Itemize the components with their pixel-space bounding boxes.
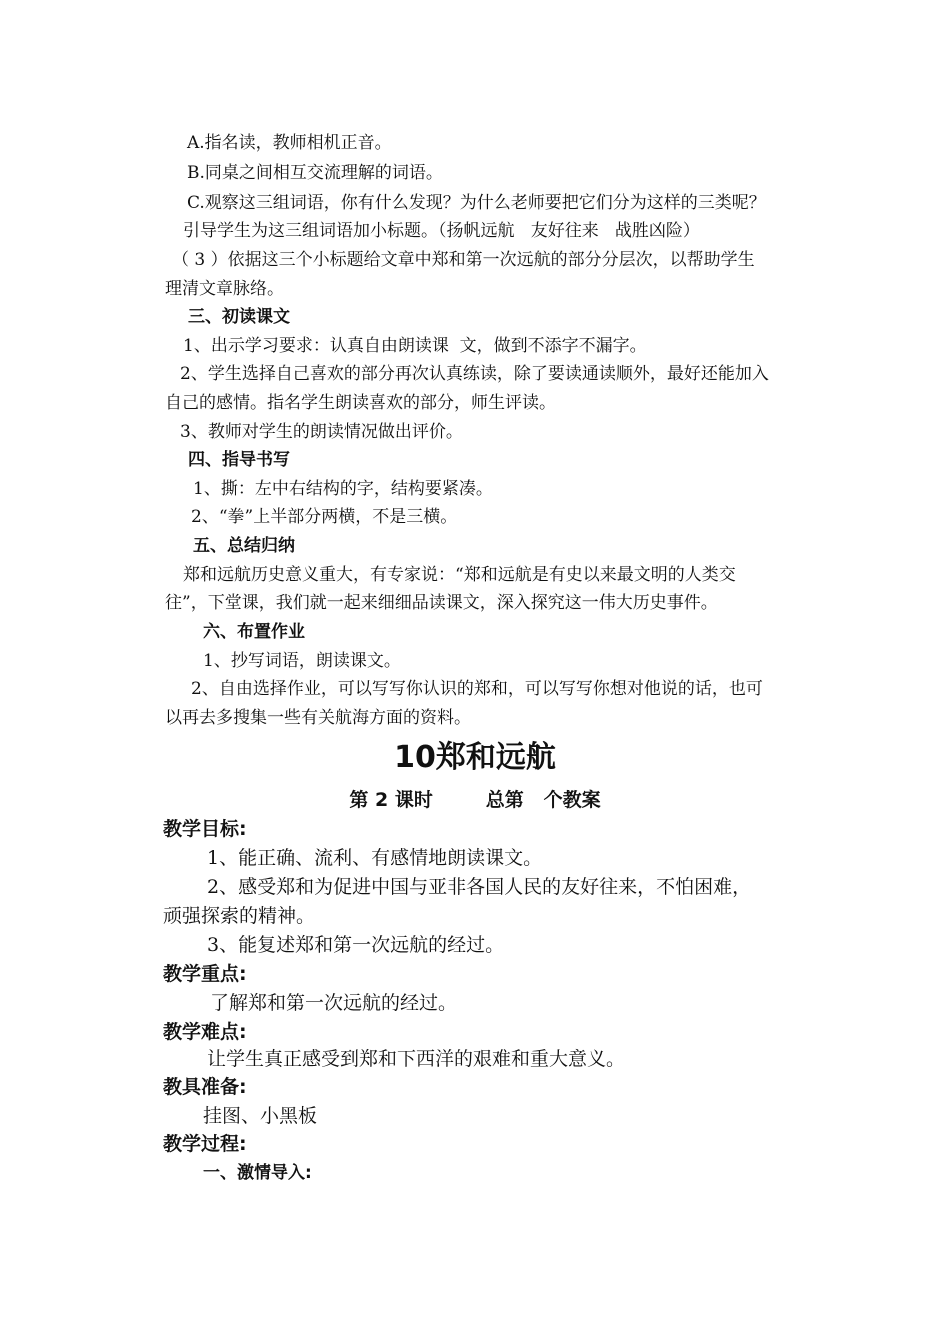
lesson-title: 10郑和远航	[394, 740, 556, 775]
paragraph-line: 理清文章脉络。	[165, 279, 284, 299]
goals-heading: 教学目标:	[163, 818, 247, 840]
paragraph-line: 2、“拳”上半部分两横，不是三横。	[191, 507, 458, 527]
goal-line: 顽强探索的精神。	[163, 905, 316, 927]
paragraph-line: 往”，下堂课，我们就一起来细细品读课文，深入探究这一伟大历史事件。	[165, 593, 718, 613]
paragraph-line: 2、自由选择作业，可以写写你认识的郑和，可以写写你想对他说的话，也可	[191, 679, 763, 699]
paragraph-line: 以再去多搜集一些有关航海方面的资料。	[165, 708, 471, 728]
section-heading: 五、总结归纳	[193, 536, 295, 556]
lesson-subtitle: 第 2 课时 总第 个教案	[349, 789, 601, 811]
paragraph-line: C.观察这三组词语，你有什么发现？为什么老师要把它们分为这样的三类呢？	[187, 193, 766, 213]
goal-line: 1、能正确、流利、有感情地朗读课文。	[207, 847, 543, 869]
difficulty-text: 让学生真正感受到郑和下西洋的艰难和重大意义。	[207, 1048, 626, 1070]
paragraph-line: B.同桌之间相互交流理解的词语。	[187, 163, 443, 183]
goal-line: 2、感受郑和为促进中国与亚非各国人民的友好往来，不怕困难，	[207, 876, 752, 898]
paragraph-line: （ 3 ）依据这三个小标题给文章中郑和第一次远航的部分分层次，以帮助学生	[172, 250, 755, 270]
paragraph-line: 自己的感情。指名学生朗读喜欢的部分，师生评读。	[165, 393, 556, 413]
paragraph-line: 郑和远航历史意义重大，有专家说：“郑和远航是有史以来最文明的人类交	[183, 565, 736, 585]
tools-text: 挂图、小黑板	[203, 1105, 318, 1127]
section-heading: 四、指导书写	[188, 450, 290, 470]
tools-heading: 教具准备:	[163, 1076, 247, 1098]
process-step-heading: 一、激情导入:	[203, 1163, 312, 1183]
section-heading: 三、初读课文	[188, 307, 290, 327]
key-text: 了解郑和第一次远航的经过。	[210, 992, 458, 1014]
paragraph-line: 3、教师对学生的朗读情况做出评价。	[180, 422, 463, 442]
paragraph-line: 1、出示学习要求：认真自由朗读课 文，做到不添字不漏字。	[183, 336, 647, 356]
process-heading: 教学过程:	[163, 1133, 247, 1155]
section-heading: 六、布置作业	[203, 622, 305, 642]
key-heading: 教学重点:	[163, 963, 247, 985]
paragraph-line: A.指名读，教师相机正音。	[187, 133, 392, 153]
paragraph-line: 引导学生为这三组词语加小标题。（扬帆远航 友好往来 战胜凶险）	[183, 221, 700, 241]
goal-line: 3、能复述郑和第一次远航的经过。	[207, 934, 505, 956]
paragraph-line: 1、撕：左中右结构的字，结构要紧凑。	[193, 479, 493, 499]
paragraph-line: 1、抄写词语，朗读课文。	[203, 651, 401, 671]
paragraph-line: 2、学生选择自己喜欢的部分再次认真练读，除了要读通读顺外，最好还能加入	[180, 364, 769, 384]
difficulty-heading: 教学难点:	[163, 1021, 247, 1043]
